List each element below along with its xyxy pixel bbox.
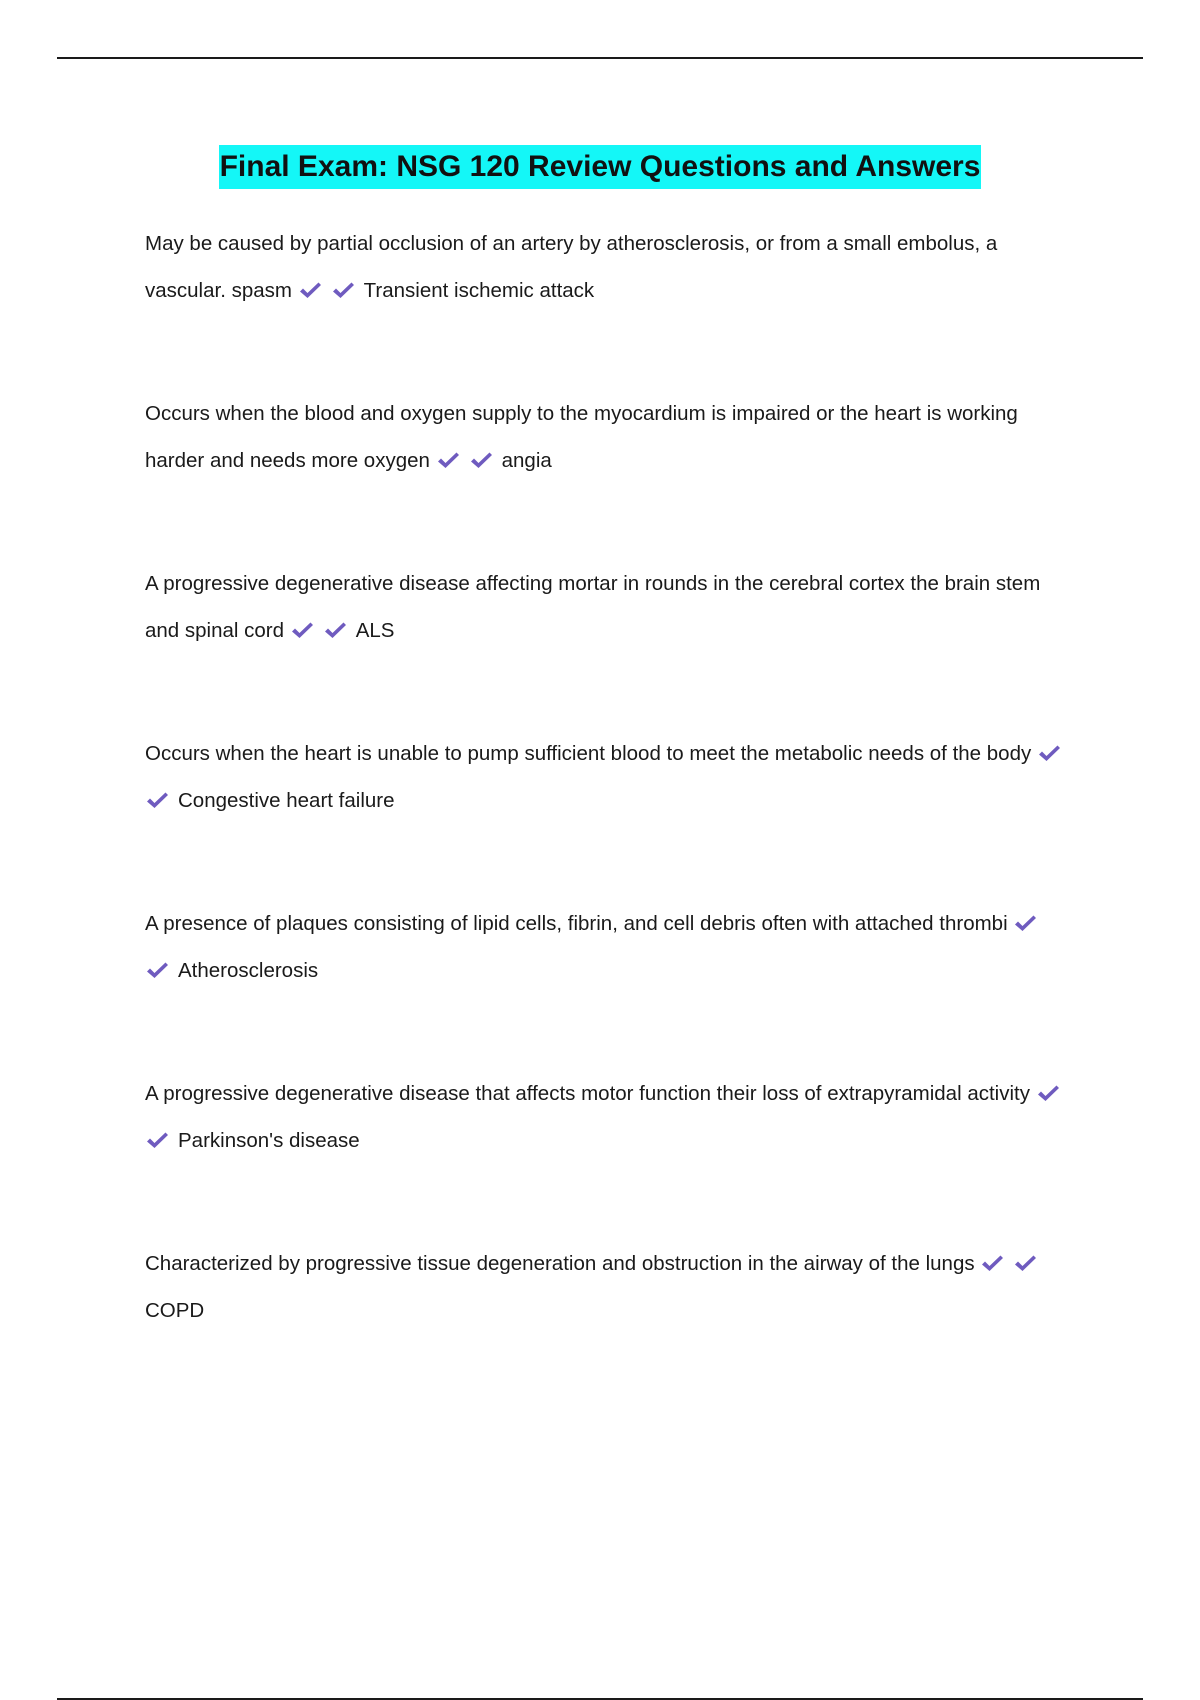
checkmark-icon: [1037, 743, 1061, 763]
checkmark-icon: [469, 450, 493, 470]
question-text: A progressive degenerative disease that affects motor function their loss of extrapyramidal activity: [145, 1082, 1036, 1105]
qa-item: [145, 1240, 1075, 1334]
title-container: [0, 145, 1200, 189]
checkmark-icon: [290, 620, 314, 640]
qa-item: [145, 730, 1075, 824]
checkmark-icon: [980, 1253, 1004, 1273]
question-text: Occurs when the heart is unable to pump sufficient blood to meet the metabolic needs of the body: [145, 742, 1037, 765]
checkmark-icon: [145, 1130, 169, 1150]
answer-text: Atherosclerosis: [178, 959, 319, 982]
qa-list: [145, 220, 1075, 1334]
checkmark-icon: [1013, 913, 1037, 933]
answer-text: COPD: [145, 1299, 205, 1322]
document-title: Final Exam: NSG 120 Review Questions and Answers: [219, 145, 982, 189]
question-text: Characterized by progressive tissue degeneration and obstruction in the airway of the lungs: [145, 1252, 981, 1275]
answer-text: Transient ischemic attack: [363, 279, 595, 302]
checkmark-icon: [323, 620, 347, 640]
checkmark-icon: [436, 450, 460, 470]
qa-item: [145, 390, 1075, 484]
checkmark-icon: [145, 960, 169, 980]
question-text: A presence of plaques consisting of lipid cells, fibrin, and cell debris often with attached thrombi: [145, 912, 1014, 935]
checkmark-icon: [1013, 1253, 1037, 1273]
top-rule: [57, 57, 1143, 59]
qa-item: [145, 1070, 1075, 1164]
checkmark-icon: [1036, 1083, 1060, 1103]
checkmark-icon: [298, 280, 322, 300]
answer-text: Congestive heart failure: [178, 789, 395, 812]
question-text: Occurs when the blood and oxygen supply to the myocardium is impaired or the heart is working harder and needs more oxygen: [145, 402, 1018, 472]
checkmark-icon: [331, 280, 355, 300]
checkmark-icon: [145, 790, 169, 810]
qa-item: [145, 560, 1075, 654]
answer-text: Parkinson's disease: [178, 1129, 360, 1152]
qa-item: [145, 220, 1075, 314]
question-text: A progressive degenerative disease affecting mortar in rounds in the cerebral cortex the brain stem and spinal cord: [145, 572, 1041, 642]
answer-text: ALS: [355, 619, 395, 642]
answer-text: angia: [501, 449, 552, 472]
question-text: May be caused by partial occlusion of an artery by atherosclerosis, or from a small embolus, a vascular. spasm: [145, 232, 998, 302]
qa-item: [145, 900, 1075, 994]
